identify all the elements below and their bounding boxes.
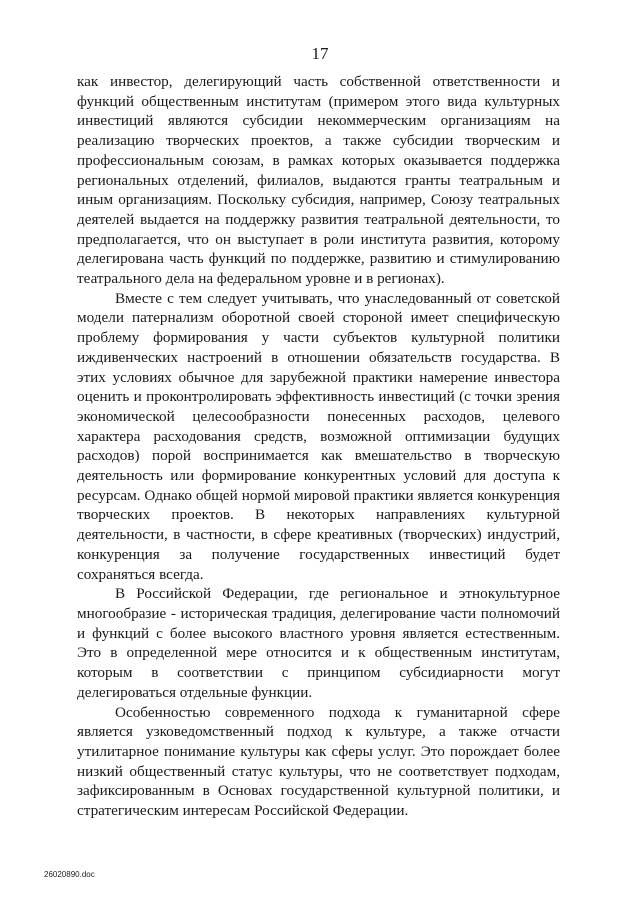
document-file-code: 26020890.doc (44, 870, 95, 879)
paragraph: В Российской Федерации, где региональное и этнокультурное многообразие - историческая традиция, делегирование части полномочий и функций с более высокого властного уровня является естественным. Это в определенной мере относится и к общественным институтам, которым в соответствии с принципом субсидиарности могут делегироваться отдельные функции. (77, 585, 560, 701)
paragraph: Вместе с тем следует учитывать, что унаследованный от советской модели патернализм оборотной своей стороной имеет специфическую проблему формирования у части субъектов культурной политики иждивенческих настроений в отношении обязательств государства. В этих условиях обычное для зарубежной практики намерение инвестора оценить и проконтролировать эффективность инвестиций (с точки зрения экономической целесообразности понесенных расходов, целевого характера расходования средств, возможной оптимизации будущих расходов) порой воспринимается как вмешательство в творческую деятельность или формирование конкурентных условий для доступа к ресурсам. Однако общей нормой мировой практики является конкуренция творческих проектов. В некоторых направлениях культурной деятельности, в частности, в сфере креативных (творческих) индустрий, конкуренция за получение государственных инвестиций будет сохраняться всегда. (77, 289, 560, 583)
paragraph: Особенностью современного подхода к гуманитарной сфере является узковедомственный подход к культуре, а также отчасти утилитарное понимание культуры как сферы услуг. Это порождает более низкий общественный статус культуры, что не соответствует подходам, зафиксированным в Основах государственной культурной политики, и стратегическим интересам Российской Федерации. (77, 703, 560, 820)
page-number: 17 (311, 44, 329, 63)
paragraph-continuation: как инвестор, делегирующий часть собственной ответственности и функций общественным институтам (примером этого вида культурных инвестиций являются субсидии некоммерческим организациям на реализацию творческих проектов, а также субсидии творческим и профессиональным союзам, в рамках которых оказывается поддержка региональных отделений, филиалов, выдаются гранты театральным и иным организациям. Поскольку субсидия, например, Союзу театральных деятелей выдается на поддержку развития театральной деятельности, то предполагается, что он выступает в роли института развития, которому делегирована часть функций по поддержке, развитию и стимулированию театрального дела на федеральном уровне и в регионах). (77, 73, 560, 288)
document-body (77, 72, 560, 821)
